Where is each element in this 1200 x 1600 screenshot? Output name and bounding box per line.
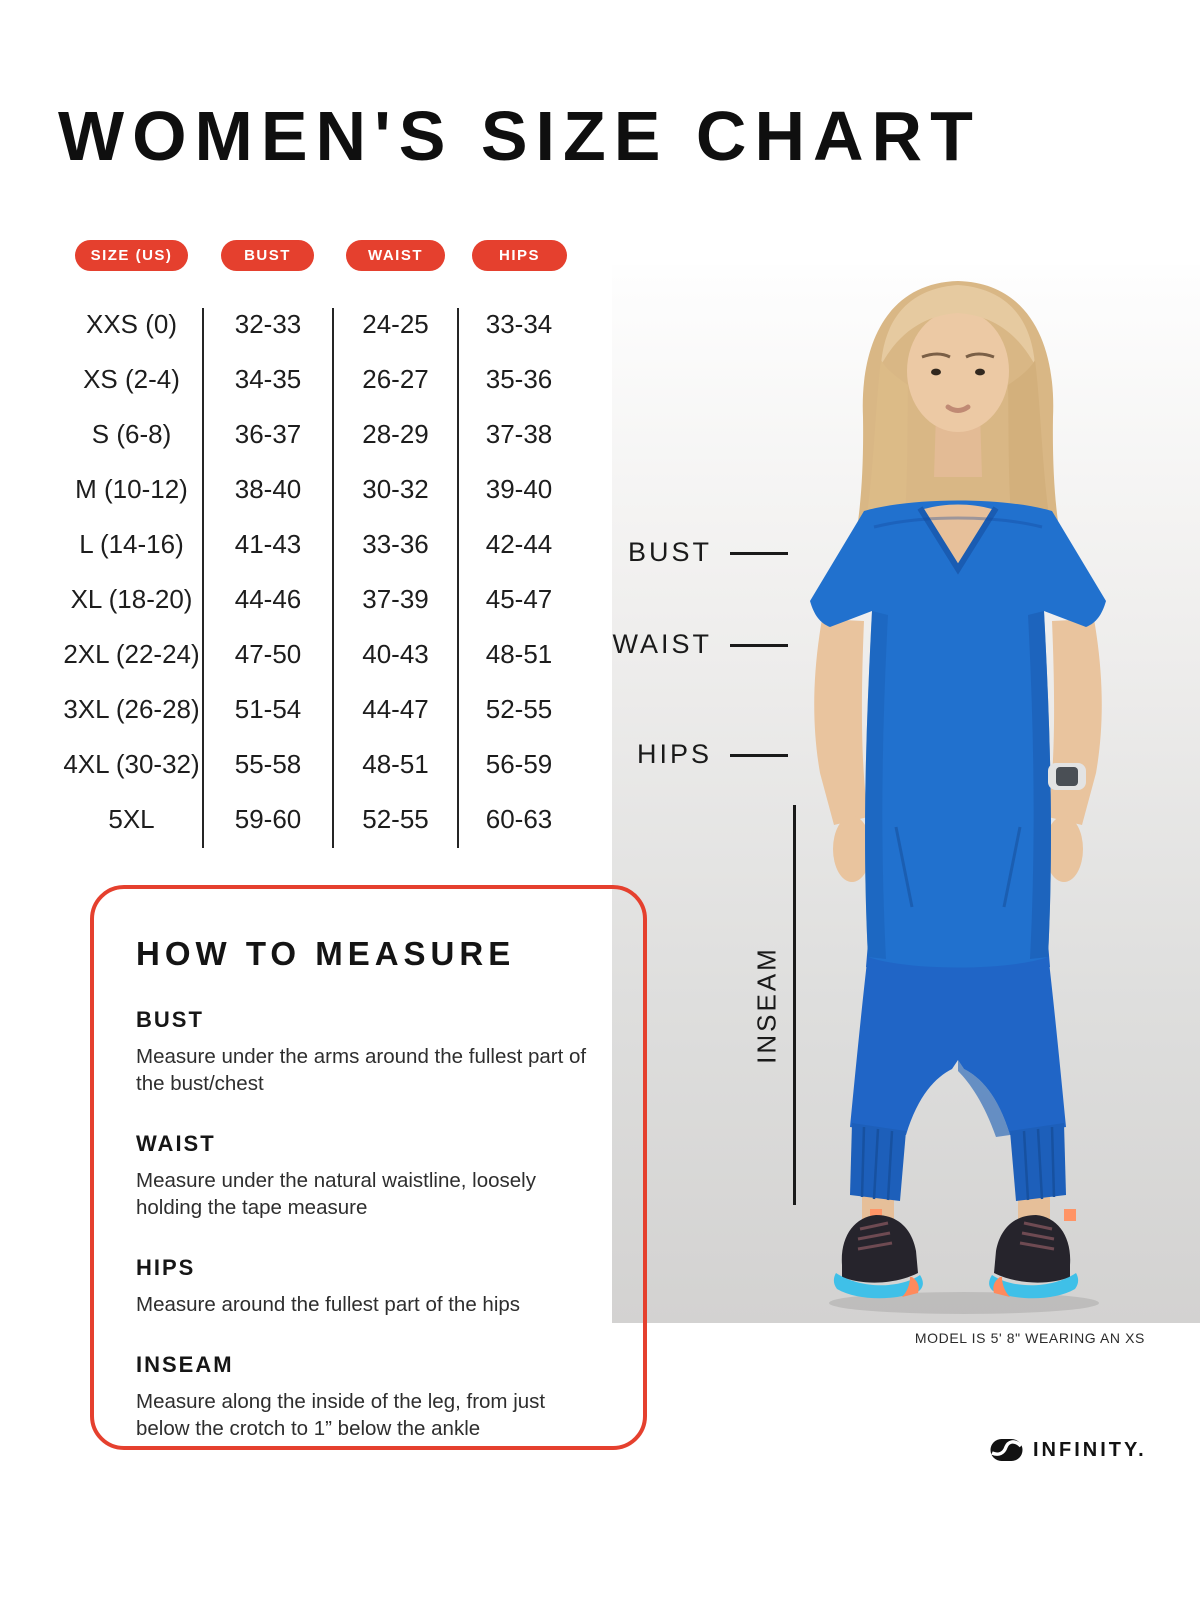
table-row	[60, 352, 580, 407]
hips-cell: 39-40	[485, 474, 553, 504]
measure-section-hips	[136, 1255, 599, 1318]
hips-cell: 37-38	[485, 419, 553, 449]
size-cell: S (6-8)	[91, 419, 172, 449]
size-cell: 3XL (26-28)	[63, 694, 200, 724]
bust-cell: 55-58	[234, 749, 302, 779]
hips-cell: 42-44	[485, 529, 553, 559]
inseam-pointer-line	[793, 805, 796, 1205]
hips-cell: 45-47	[485, 584, 553, 614]
bust-cell: 36-37	[234, 419, 302, 449]
measure-section-text: Measure under the natural waistline, loosely holding the tape measure	[136, 1169, 536, 1220]
hips-cell: 60-63	[485, 804, 553, 834]
bust-cell: 51-54	[234, 694, 302, 724]
waist-cell: 33-36	[362, 529, 429, 559]
bust-cell: 59-60	[234, 804, 302, 834]
table-row	[60, 572, 580, 627]
waist-cell: 40-43	[362, 639, 429, 669]
waist-cell: 37-39	[362, 584, 429, 614]
size-cell: L (14-16)	[79, 529, 184, 559]
measure-section-bust	[136, 1007, 599, 1097]
waist-cell: 52-55	[362, 804, 429, 834]
model-face	[907, 310, 1009, 432]
table-row	[60, 792, 580, 847]
bust-cell: 32-33	[234, 309, 302, 339]
waist-label: WAIST	[612, 629, 712, 659]
hips-label: HIPS	[636, 739, 712, 769]
bust-pointer-line	[730, 552, 788, 555]
table-row	[60, 407, 580, 462]
size-cell: 5XL	[108, 804, 155, 834]
inseam-label: INSEAM	[751, 946, 782, 1064]
column-header-size: SIZE (US)	[75, 240, 188, 271]
table-row	[60, 682, 580, 737]
bust-label: BUST	[627, 537, 712, 567]
waist-cell: 26-27	[362, 364, 429, 394]
size-table	[60, 230, 580, 855]
table-row	[60, 517, 580, 572]
how-to-measure-title: HOW TO MEASURE	[136, 935, 516, 972]
size-cell: 4XL (30-32)	[63, 749, 200, 779]
hips-cell: 56-59	[485, 749, 553, 779]
measure-section-text: Measure along the inside of the leg, from just below the crotch to 1” below the ankle	[136, 1390, 546, 1441]
measure-section-inseam	[136, 1352, 599, 1442]
measure-section-heading: BUST	[136, 1007, 204, 1032]
size-cell: XS (2-4)	[83, 364, 180, 394]
waist-pointer	[612, 629, 788, 660]
measure-section-heading: WAIST	[136, 1131, 216, 1157]
measure-section-heading: INSEAM	[136, 1352, 234, 1378]
column-header-hips: HIPS	[472, 240, 567, 271]
model-illustration	[612, 265, 1200, 1323]
waist-cell: 44-47	[362, 694, 429, 724]
measure-section-text: Measure around the fullest part of the hips	[136, 1293, 521, 1317]
sneakers	[834, 1209, 1078, 1298]
scrub-pants	[850, 943, 1066, 1222]
column-header-bust: BUST	[221, 240, 314, 271]
how-to-measure-box	[90, 885, 647, 1450]
size-cell: XL (18-20)	[70, 584, 193, 614]
bust-cell: 38-40	[234, 474, 302, 504]
bust-cell: 34-35	[234, 364, 302, 394]
measure-section-heading: HIPS	[136, 1255, 196, 1281]
hips-cell: 35-36	[485, 364, 553, 394]
model-photo	[612, 265, 1200, 1323]
hips-cell: 52-55	[485, 694, 553, 724]
waist-cell: 30-32	[362, 474, 429, 504]
hips-pointer-line	[730, 754, 788, 757]
hips-cell: 48-51	[485, 639, 553, 669]
hips-cell: 33-34	[485, 309, 553, 339]
table-row	[60, 737, 580, 792]
brand-logo	[990, 1438, 1147, 1462]
table-body	[60, 297, 580, 847]
waist-cell: 24-25	[362, 309, 429, 339]
hips-pointer	[612, 739, 788, 770]
table-row	[60, 462, 580, 517]
table-row	[60, 627, 580, 682]
bust-cell: 47-50	[234, 639, 302, 669]
table-row	[60, 297, 580, 352]
waist-pointer-line	[730, 644, 788, 647]
brand-wordmark: INFINITY.	[1033, 1438, 1147, 1461]
bust-pointer	[612, 537, 788, 568]
model-caption: MODEL IS 5' 8" WEARING AN XS	[914, 1330, 1145, 1346]
infinity-icon	[990, 1438, 1023, 1462]
size-cell: XXS (0)	[85, 309, 178, 339]
page-title: WOMEN'S SIZE CHART	[58, 97, 981, 175]
measure-section-waist	[136, 1131, 599, 1221]
waist-cell: 48-51	[362, 749, 429, 779]
measure-section-text: Measure under the arms around the fullest part of the bust/chest	[136, 1045, 587, 1096]
bust-cell: 44-46	[234, 584, 302, 614]
smartwatch	[1048, 763, 1086, 790]
size-cell: M (10-12)	[75, 474, 188, 504]
column-header-waist: WAIST	[346, 240, 445, 271]
size-cell: 2XL (22-24)	[63, 639, 200, 669]
bust-cell: 41-43	[234, 529, 302, 559]
waist-cell: 28-29	[362, 419, 429, 449]
